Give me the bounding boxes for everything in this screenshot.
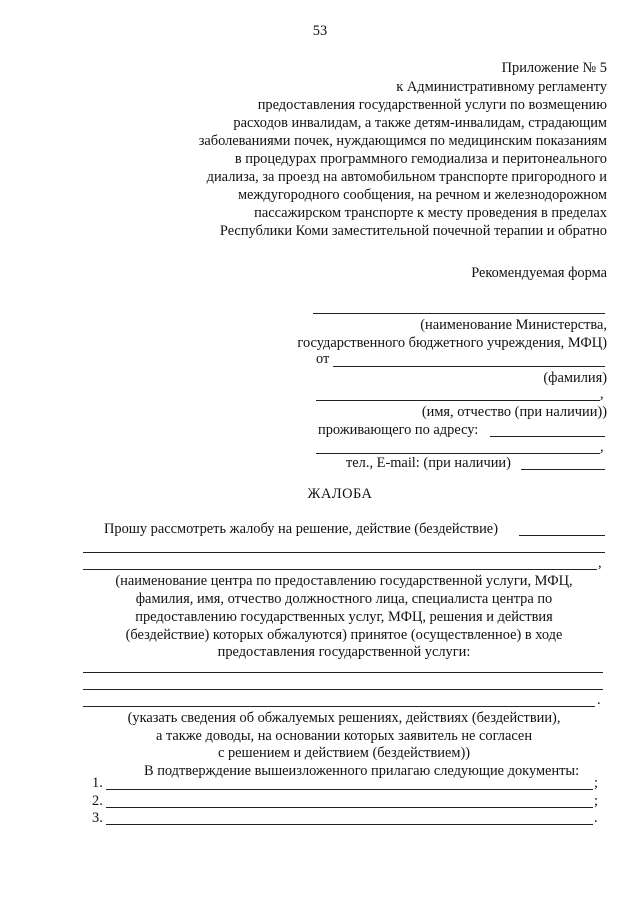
name-caption: (имя, отчество (при наличии)) <box>421 404 607 420</box>
appendix-line: пассажирском транспорте к месту проведения в пределах <box>254 205 607 221</box>
attachment-end: ; <box>594 775 598 791</box>
decision-field-line[interactable] <box>83 672 603 673</box>
address-field-line[interactable] <box>490 436 605 437</box>
attachment-number: 2. <box>92 793 103 809</box>
appendix-line: междугородного сообщения, на речном и железнодорожном <box>237 187 607 203</box>
page-number: 53 <box>312 23 328 39</box>
from-label: от <box>316 351 330 367</box>
appendix-line: заболеваниями почек, нуждающимся по медицинским показаниям <box>198 133 607 149</box>
attachment-field-line[interactable] <box>106 824 593 825</box>
appendix-line: расходов инвалидам, а также детям-инвалидам, страдающим <box>233 115 607 131</box>
name-field-line[interactable] <box>316 400 600 401</box>
complaint-title: ЖАЛОБА <box>307 486 373 502</box>
comma: , <box>600 439 604 455</box>
org-caption-line: предоставлению государственных услуг, МФЦ, решения и действия <box>135 609 553 625</box>
decision-caption-line: с решением и действием (бездействием)) <box>217 745 471 761</box>
recommended-form-label: Рекомендуемая форма <box>471 265 607 281</box>
from-field-line[interactable] <box>333 366 605 367</box>
surname-caption: (фамилия) <box>543 370 607 386</box>
attachments-intro: В подтверждение вышеизложенного прилагаю следующие документы: <box>144 763 580 779</box>
decision-caption-line: а также доводы, на основании которых заявитель не согласен <box>155 728 533 744</box>
request-line: Прошу рассмотреть жалобу на решение, действие (бездействие) <box>104 521 498 537</box>
request-field-line-2[interactable] <box>83 552 605 553</box>
request-field-line-3[interactable] <box>83 569 597 570</box>
ministry-caption: государственного бюджетного учреждения, МФЦ) <box>297 335 607 351</box>
address-label: проживающего по адресу: <box>318 422 479 438</box>
appendix-line: диализа, за проезд на автомобильном транспорте пригородного и <box>206 169 607 185</box>
attachment-field-line[interactable] <box>106 789 593 790</box>
ministry-field-line[interactable] <box>313 313 605 314</box>
appendix-line: в процедурах программного гемодиализа и перитонеального <box>234 151 607 167</box>
request-field-line[interactable] <box>519 535 605 536</box>
period: . <box>597 692 601 708</box>
decision-caption-line: (указать сведения об обжалуемых решениях, действиях (бездействии), <box>127 710 561 726</box>
attachment-end: ; <box>594 793 598 809</box>
appendix-line: предоставления государственной услуги по возмещению <box>257 97 607 113</box>
comma: , <box>598 555 602 571</box>
appendix-line: к Административному регламенту <box>396 79 607 95</box>
decision-field-line-3[interactable] <box>83 706 595 707</box>
comma: , <box>600 386 604 402</box>
org-caption-line: предоставления государственной услуги: <box>217 644 471 660</box>
appendix-line: Республики Коми заместительной почечной терапии и обратно <box>219 223 607 239</box>
ministry-caption: (наименование Министерства, <box>420 317 607 333</box>
org-caption-line: фамилия, имя, отчество должностного лица, специалиста центра по <box>135 591 553 607</box>
address-field-line-2[interactable] <box>316 453 600 454</box>
appendix-line: Приложение № 5 <box>501 60 607 76</box>
org-caption-line: (бездействие) которых обжалуются) принятое (осуществленное) в ходе <box>125 627 563 643</box>
attachment-number: 1. <box>92 775 103 791</box>
attachment-field-line[interactable] <box>106 807 593 808</box>
contacts-field-line[interactable] <box>521 469 605 470</box>
attachment-end: . <box>594 810 598 826</box>
contacts-label: тел., E-mail: (при наличии) <box>346 455 511 471</box>
attachment-number: 3. <box>92 810 103 826</box>
org-caption-line: (наименование центра по предоставлению государственной услуги, МФЦ, <box>115 573 573 589</box>
decision-field-line-2[interactable] <box>83 689 603 690</box>
